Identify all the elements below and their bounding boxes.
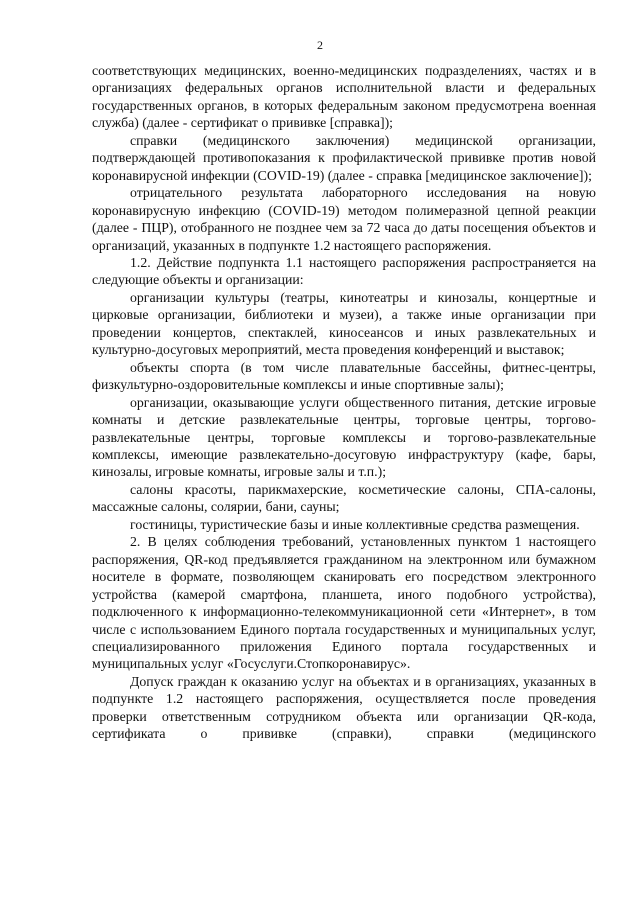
paragraph-beauty-salons: салоны красоты, парикмахерские, косметические салоны, СПА-салоны, массажные салоны, солярии, бани, сауны; bbox=[92, 481, 596, 515]
paragraph-admission-check: Допуск граждан к оказанию услуг на объектах и в организациях, указанных в подпункте 1.2 настоящего распоряжения, осуществляется после проведения проверки ответственным сотрудником объекта или организации QR-кода, сертификата о прививке (справки), справки (медицинского bbox=[92, 673, 596, 742]
page-number: 2 bbox=[317, 38, 323, 52]
paragraph-clause-2-qr-code: 2. В целях соблюдения требований, установленных пунктом 1 настоящего распоряжения, QR-код предъявляется гражданином на электронном или бумажном носителе в формате, позволяющем сканировать его посредством электронного устройства (камерой смартфона, планшета, иного подобного устройства), подключенного к информационно-телекоммуникационной сети «Интернет», в том числе с использованием Единого портала государственных и муниципальных услуг, специализированного приложения Единого портала государственных и муниципальных услуг «Госуслуги.Стопкоронавирус». bbox=[92, 534, 596, 672]
paragraph-catering-and-malls: организации, оказывающие услуги общественного питания, детские игровые комнаты и детские развлекательные центры, торговые центры, торгово-развлекательные центры, торговые комплексы и торгово-развлекательные комплексы, имеющие развлекательно-досуговую инфраструктуру (кафе, бары, кинозалы, игровые комнаты, игровые залы и т.п.); bbox=[92, 394, 596, 480]
paragraph-hotels: гостиницы, туристические базы и иные коллективные средства размещения. bbox=[130, 516, 580, 532]
paragraph-clause-1-2: 1.2. Действие подпункта 1.1 настоящего распоряжения распространяется на следующие объекты и организации: bbox=[92, 254, 596, 288]
paragraph-pcr-result: отрицательного результата лабораторного исследования на новую коронавирусную инфекцию (COVID-19) методом полимеразной цепной реакции (далее - ПЦР), отобранного не позднее чем за 72 часа до даты посещения объектов и организаций, указанных в подпункте 1.2 настоящего распоряжения. bbox=[92, 185, 596, 253]
paragraph-medical-certificate: справки (медицинского заключения) медицинской организации, подтверждающей противопоказания к профилактической прививке против новой коронавирусной инфекции (COVID-19) (далее - справка [медицинское заключение]); bbox=[92, 132, 596, 183]
paragraph-sport-objects: объекты спорта (в том числе плавательные бассейны, фитнес-центры, физкультурно-оздоровительные комплексы и иные спортивные залы); bbox=[92, 359, 596, 393]
paragraph-culture-organizations: организации культуры (театры, кинотеатры и кинозалы, концертные и цирковые организации, библиотеки и музеи), а также иные организации при проведении концертов, спектаклей, киносеансов и иных развлекательных и культурно-досуговых мероприятий, места проведения конференций и выставок; bbox=[92, 289, 596, 358]
document-body bbox=[92, 62, 596, 743]
paragraph-vaccination-certificate-continuation: соответствующих медицинских, военно-медицинских подразделениях, частях и в организациях федеральных органов исполнительной власти и федеральных государственных органов, в которых федеральным законом предусмотрена военная служба) (далее - сертификат о прививке [справка]); bbox=[92, 63, 596, 131]
